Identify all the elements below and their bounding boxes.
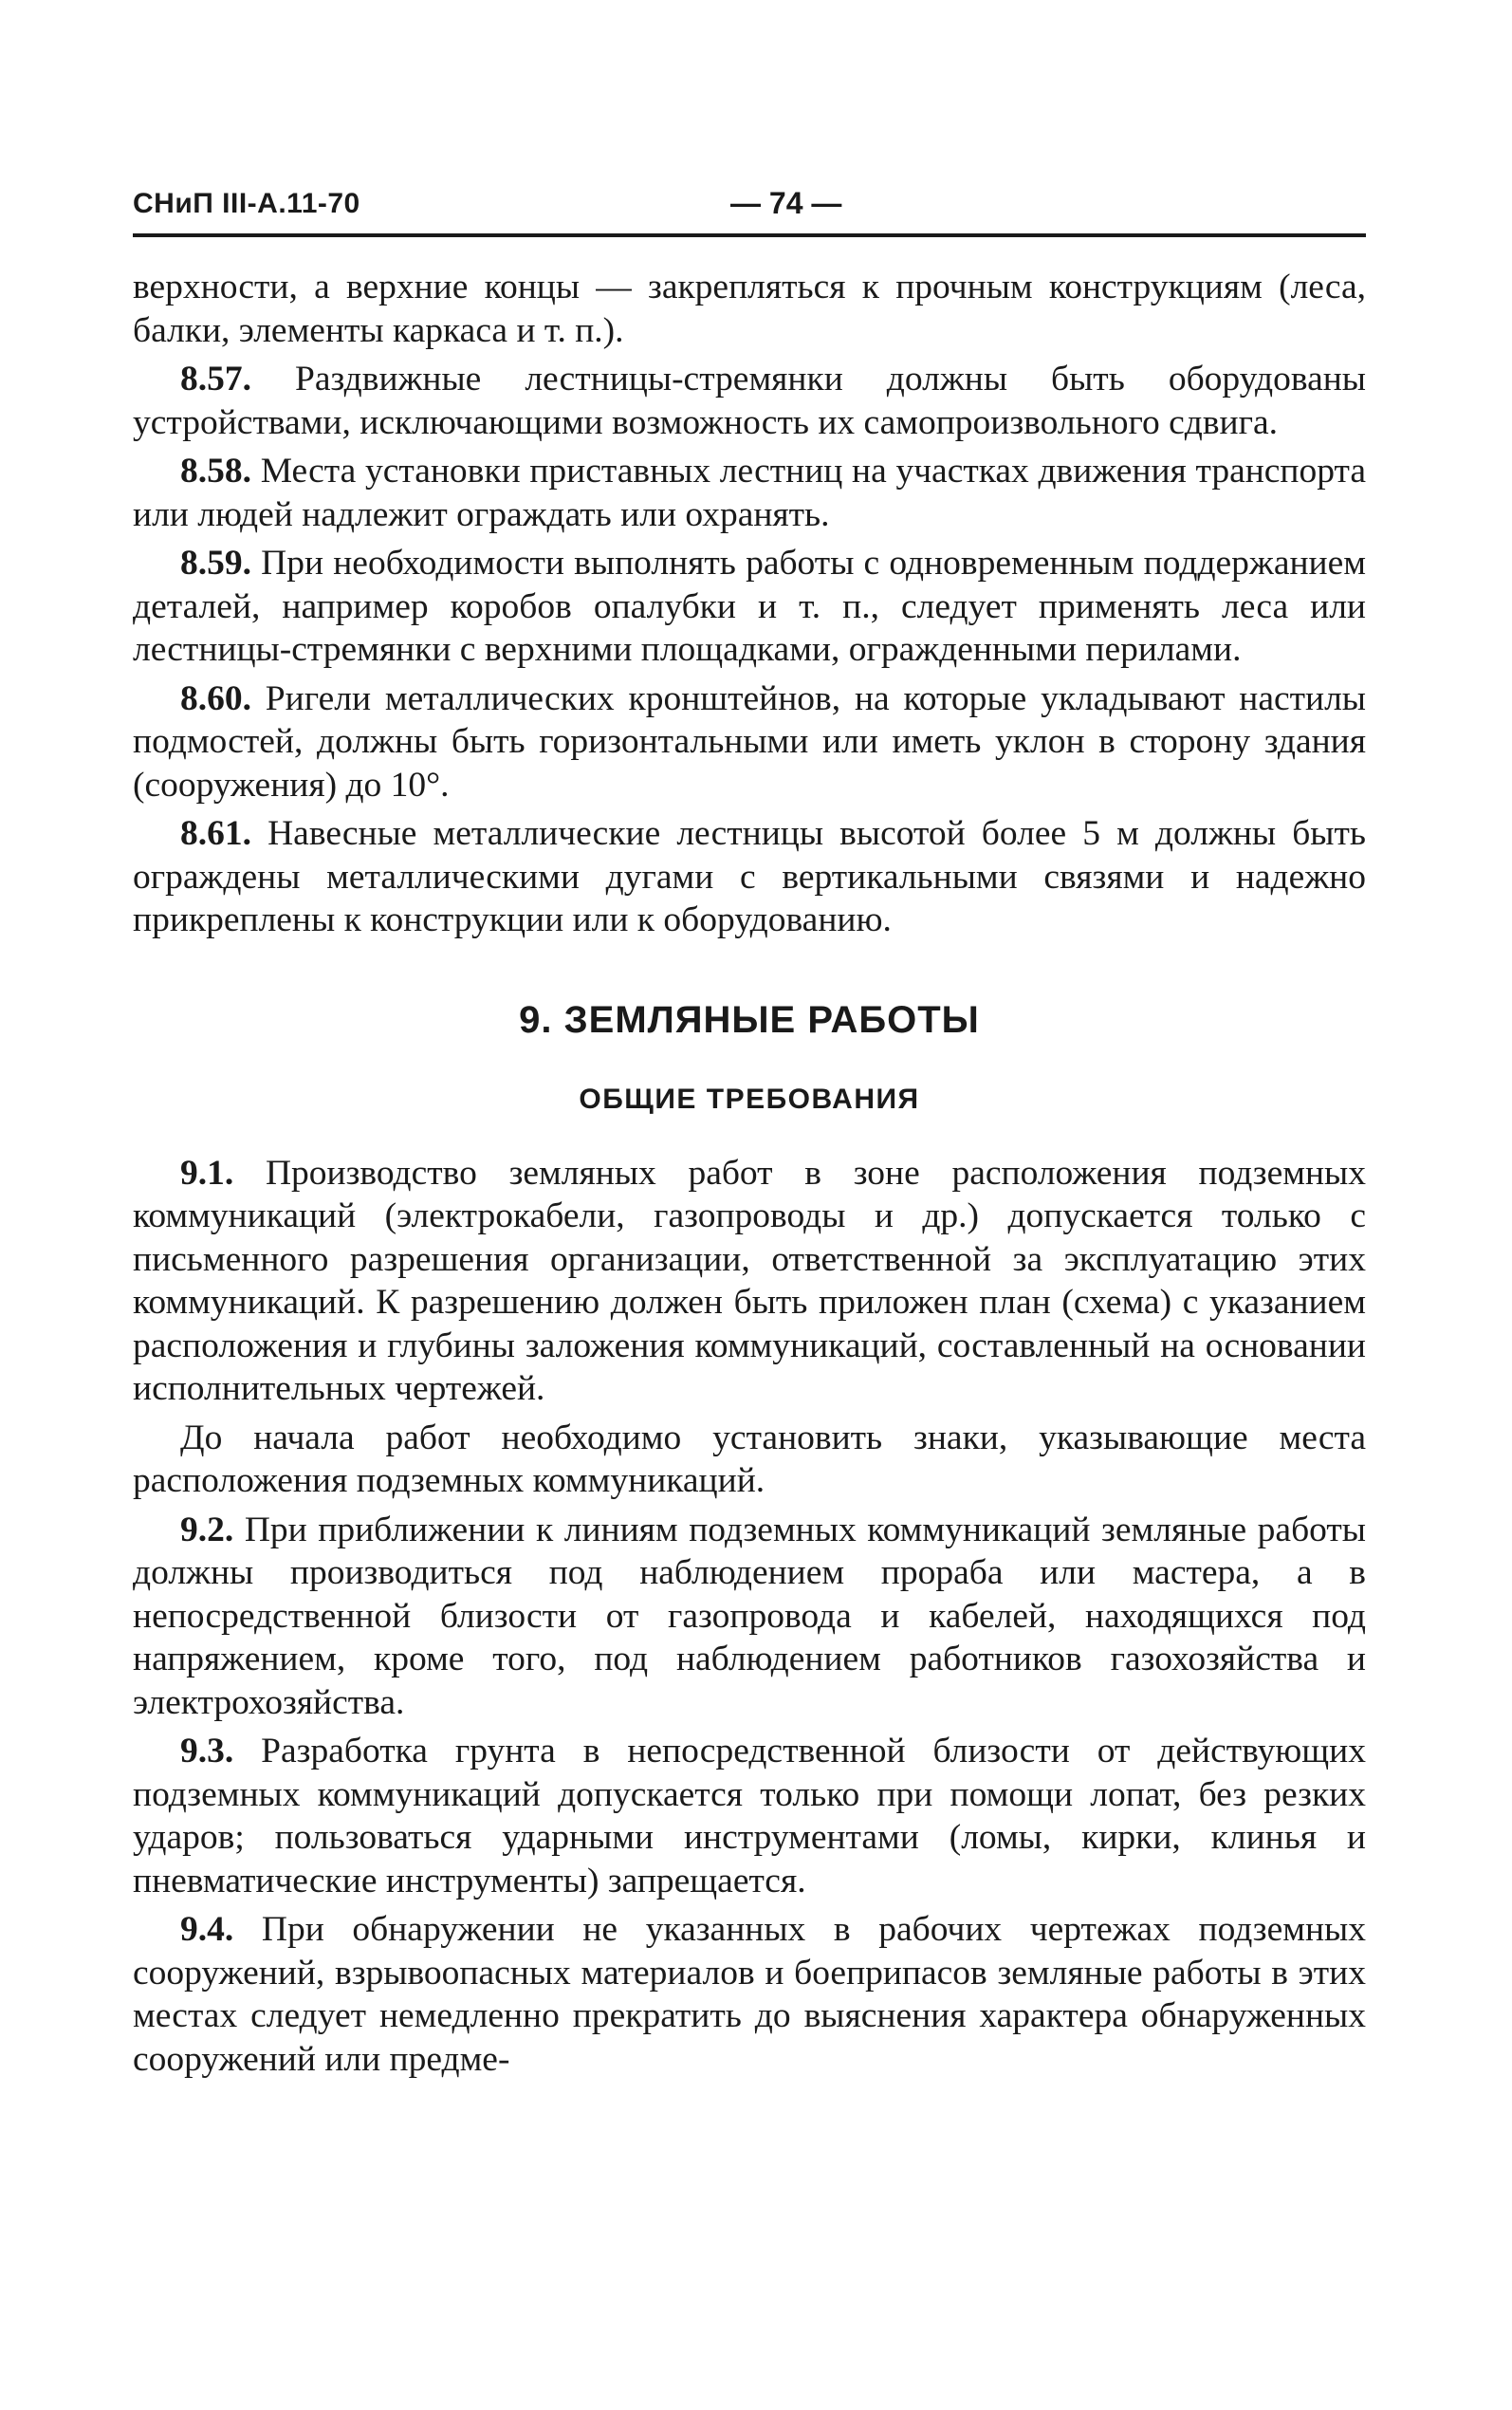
paragraph-text: верхности, а верхние концы — закрепляться к прочным конструкциям (леса, балки, элементы каркаса и т. п.). [133,268,1366,350]
document-page [133,180,1366,2086]
section-title: 9. ЗЕМЛЯНЫЕ РАБОТЫ [519,998,980,1041]
paragraph-number: 8.59. [180,544,251,583]
paragraph-number: 9.3. [180,1732,234,1770]
paragraph [133,542,1366,672]
paragraph-text: При обнаружении не указанных в рабочих чертежах подземных сооружений, взрывоопасных материалов и боеприпасов земляные работы в этих местах следует немедленно прекратить до выяснения характера обнаруженных сооружений или предме- [133,1910,1366,2079]
paragraph-number: 8.60. [180,678,251,718]
paragraph-number: 9.1. [180,1153,234,1193]
paragraph-number: 9.2. [180,1510,234,1549]
paragraph-number: 8.58. [180,452,251,491]
paragraph-text: Места установки приставных лестниц на участках движения транспорта или людей надлежит ограждать или охранять. [133,452,1366,534]
page-number: — 74 — [730,186,842,220]
paragraph [133,812,1366,942]
paragraph-text: Навесные металлические лестницы высотой более 5 м должны быть ограждены металлическими дугами с вертикальными связями и надежно прикреплены к конструкции или к оборудованию. [133,814,1366,939]
paragraph [133,266,1366,352]
paragraph [133,1908,1366,2081]
subsection-title: ОБЩИЕ ТРЕБОВАНИЯ [579,1083,920,1115]
paragraph [133,450,1366,536]
paragraph [133,1417,1366,1503]
paragraph-text: При приближении к линиям подземных коммуникаций земляные работы должны производиться под наблюдением прораба или мастера, а в непосредственной близости от газопровода и кабелей, находящихся под напряжением, кроме того, под наблюдением работников газохозяйства и электрохозяйства. [133,1510,1366,1722]
paragraph-number: 8.57. [180,360,251,399]
paragraph-text: При необходимости выполнять работы с одновременным поддержанием деталей, например коробов опалубки и т. п., следует применять леса или лестницы-стремянки с верхними площадками, огражденными перилами. [133,544,1366,669]
paragraph [133,1509,1366,1725]
paragraph [133,677,1366,807]
paragraph-text: Разработка грунта в непосредственной близости от действующих подземных коммуникаций допускается только при помощи лопат, без резких ударов; пользоваться ударными инструментами (ломы, кирки, клинья и пневматические инструменты) запрещается. [133,1732,1366,1900]
paragraph-text: Производство земляных работ в зоне расположения подземных коммуникаций (электрокабели, газопроводы и др.) допускается только с письменного разрешения организации, ответственной за эксплуатацию этих коммуникаций. К разрешению должен быть приложен план (схема) с указанием расположения и глубины заложения коммуникаций, составленный на основании исполнительных чертежей. [133,1153,1366,1408]
paragraph [133,358,1366,444]
running-header [133,180,1366,237]
body-text-top [133,266,1366,942]
paragraph-text: Раздвижные лестницы-стремянки должны быть оборудованы устройствами, исключающими возможность их самопроизвольного сдвига. [133,360,1366,442]
paragraph-text: Ригели металлических кронштейнов, на которые укладывают настилы подмостей, должны быть горизонтальными или иметь уклон в сторону здания (сооружения) до 10°. [133,678,1366,805]
document-code: СНиП III-А.11-70 [133,188,360,219]
body-text-bottom [133,1152,1366,2082]
paragraph [133,1730,1366,1902]
paragraph-text: До начала работ необходимо установить знаки, указывающие места расположения подземных коммуникаций. [133,1418,1366,1500]
paragraph-number: 8.61. [180,814,251,853]
paragraph [133,1152,1366,1411]
paragraph-number: 9.4. [180,1910,234,1949]
